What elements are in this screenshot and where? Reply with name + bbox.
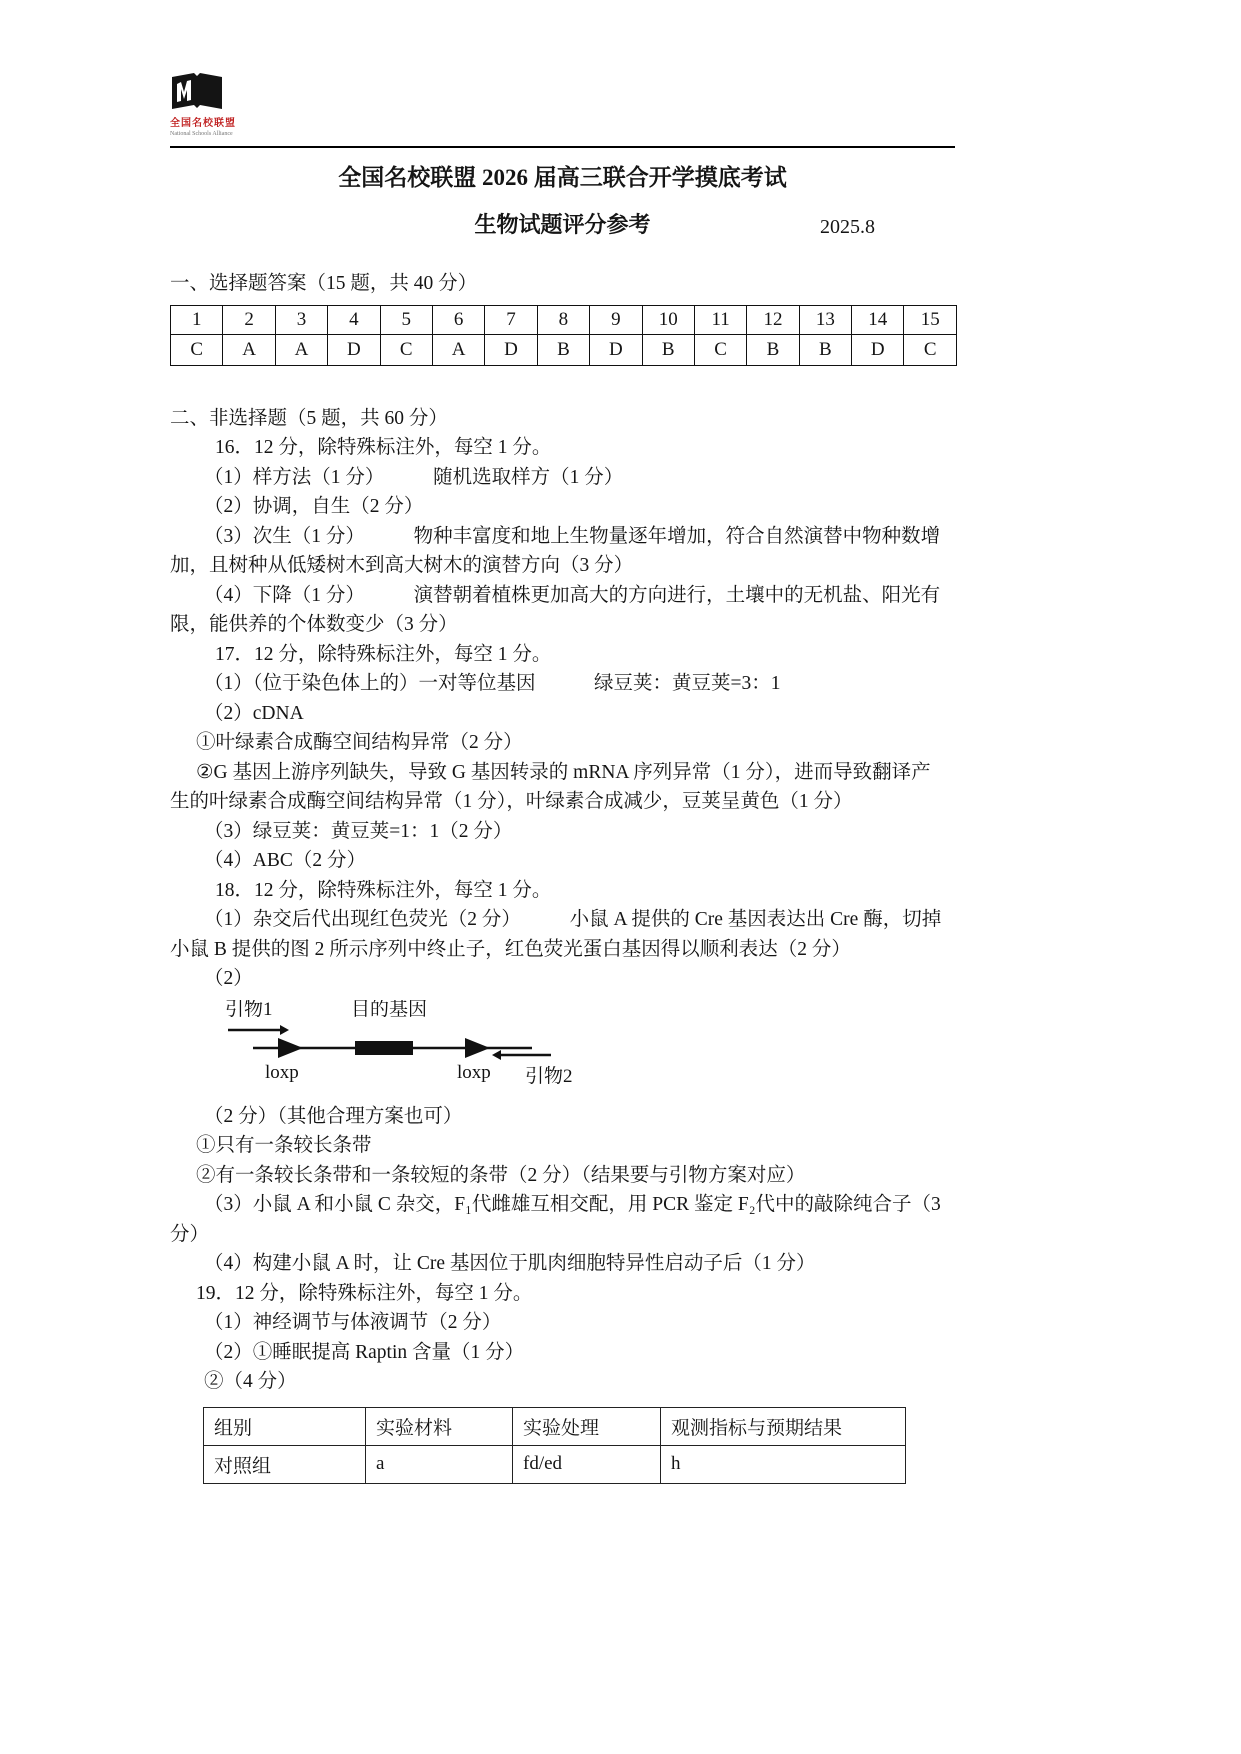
answer-line: 生的叶绿素合成酶空间结构异常（1 分），叶绿素合成减少，豆荚呈黄色（1 分） [170,791,853,812]
answer-letter-cell: C [171,334,223,365]
answer-letter-cell: C [904,334,957,365]
answer-number-cell: 7 [485,305,537,334]
answer-number-row [171,305,957,334]
answer-letter-row [171,334,957,365]
answer-lines-block-1 [170,433,955,994]
target-gene-box [355,1041,413,1055]
primer-loxp-diagram [225,1000,955,1092]
primer-loxp-diagram-svg [225,1000,625,1090]
answer-letter-cell: D [328,334,380,365]
answer-line: （2）协调，自生（2 分） [204,496,424,517]
exp-table-cell: 对照组 [204,1445,366,1483]
header-rule [170,146,955,148]
answer-line: （2）①睡眠提高 Raptin 含量（1 分） [204,1341,525,1363]
answer-lines-block-2 [170,1102,955,1397]
answer-line: （4）下降（1 分） 演替朝着植株更加高大的方向进行，土壤中的无机盐、阳光有 [204,584,941,606]
exp-table-header-cell: 组别 [204,1407,366,1445]
primer1-arrowhead-icon [280,1025,289,1035]
paper-date: 2025.8 [820,216,875,238]
section2-heading: 二、非选择题（5 题，共 60 分） [170,407,448,429]
exp-table-row [204,1445,906,1483]
answer-line: 19．12 分，除特殊标注外，每空 1 分。 [196,1282,533,1304]
answer-number-cell: 1 [171,305,223,334]
answer-line: （4）ABC（2 分） [204,850,366,871]
logo-cn-text: 全国名校联盟 [170,118,236,129]
answer-number-cell: 3 [275,305,327,334]
target-gene-label: 目的基因 [351,999,428,1020]
answer-letter-cell: C [380,334,432,365]
exp-table-header-cell: 实验材料 [366,1407,513,1445]
answer-line: （3）次生（1 分） 物种丰富度和地上生物量逐年增加，符合自然演替中物种数增 [204,525,941,547]
answer-letter-cell: B [747,334,799,365]
answer-number-cell: 4 [328,305,380,334]
answer-line: （1）杂交后代出现红色荧光（2 分） 小鼠 A 提供的 Cre 基因表达出 Cre 酶，切掉 [204,909,942,930]
answer-line: ②（4 分） [204,1371,297,1392]
exp-table-header-cell: 观测指标与预期结果 [661,1407,906,1445]
answer-line: ①只有一条较长条带 [196,1135,372,1156]
answer-number-cell: 11 [694,305,746,334]
answer-line: 小鼠 B 提供的图 2 所示序列中终止子，红色荧光蛋白基因得以顺利表达（2 分） [170,938,851,960]
section1-heading: 一、选择题答案（15 题，共 40 分） [170,273,478,294]
answer-letter-cell: A [275,334,327,365]
exp-table-cell: h [661,1445,906,1483]
answer-line: ①叶绿素合成酶空间结构异常（2 分） [196,732,523,753]
answer-letter-cell: D [485,334,537,365]
primer2-arrowhead-icon [492,1050,501,1060]
answer-letter-cell: D [852,334,904,365]
answer-line: 17．12 分，除特殊标注外，每空 1 分。 [215,643,552,665]
exam-title: 全国名校联盟 2026 届高三联合开学摸底考试 [338,165,787,190]
answer-line: （1）样方法（1 分） 随机选取样方（1 分） [204,466,624,488]
loxp-left-label: loxp [265,1061,299,1083]
answer-letter-cell: A [223,334,275,365]
answer-number-cell: 9 [590,305,642,334]
answer-line: 加，且树种从低矮树木到高大树木的演替方向（3 分） [170,555,634,576]
answer-number-cell: 5 [380,305,432,334]
answer-number-cell: 13 [799,305,851,334]
answer-letter-cell: B [642,334,694,365]
answer-line: （3）绿豆荚：黄豆荚=1：1（2 分） [204,820,513,842]
answer-number-cell: 14 [852,305,904,334]
answer-line: 18．12 分，除特殊标注外，每空 1 分。 [215,879,552,901]
primer1-label: 引物1 [225,999,273,1020]
exp-table-cell: a [366,1445,513,1483]
experiment-table [203,1407,906,1484]
exp-table-header-row [204,1407,906,1445]
loxp-right-label: loxp [457,1061,491,1083]
answer-number-cell: 8 [537,305,589,334]
loxp-left-triangle-icon [278,1038,303,1058]
answer-line: 分） [170,1223,210,1245]
answer-number-cell: 12 [747,305,799,334]
answer-number-cell: 10 [642,305,694,334]
answer-line: （2）cDNA [204,702,304,724]
answer-line: ②有一条较长条带和一条较短的条带（2 分）（结果要与引物方案对应） [196,1164,806,1186]
exp-table-body [204,1445,906,1483]
answer-number-cell: 2 [223,305,275,334]
open-book-logo-icon [170,72,224,112]
answer-letter-cell: B [537,334,589,365]
org-logo [170,72,260,138]
answer-line: （2 分）（其他合理方案也可） [204,1105,463,1127]
loxp-right-triangle-icon [465,1038,490,1058]
answer-line: （1）神经调节与体液调节（2 分） [204,1312,502,1333]
exp-table-header-cell: 实验处理 [513,1407,661,1445]
answer-line: （2） [204,968,253,989]
answer-line: （4）构建小鼠 A 时，让 Cre 基因位于肌肉细胞特异性启动子后（1 分） [204,1253,816,1274]
answer-table [170,305,957,366]
answer-line: 限，能供养的个体数变少（3 分） [170,614,458,635]
paper-subtitle: 生物试题评分参考 [474,212,651,237]
answer-letter-cell: C [694,334,746,365]
answer-number-cell: 15 [904,305,957,334]
exp-table-cell: fd/ed [513,1445,661,1483]
subtitle-row [170,210,955,243]
primer2-label: 引物2 [525,1065,573,1087]
logo-en-text: National Schools Alliance [170,131,233,137]
answer-letter-cell: A [432,334,484,365]
answer-line: （3）小鼠 A 和小鼠 C 杂交，F₁代雌雄互相交配，用 PCR 鉴定 F₂代中的敲除纯合子（3 [204,1194,941,1215]
answer-line: ②G 基因上游序列缺失，导致 G 基因转录的 mRNA 序列异常（1 分），进而导致翻译产 [196,761,931,783]
answer-number-cell: 6 [432,305,484,334]
answer-line: 16．12 分，除特殊标注外，每空 1 分。 [215,437,552,458]
answer-letter-cell: B [799,334,851,365]
answer-line: （1）（位于染色体上的）一对等位基因 绿豆荚：黄豆荚=3：1 [204,673,781,694]
answer-letter-cell: D [590,334,642,365]
